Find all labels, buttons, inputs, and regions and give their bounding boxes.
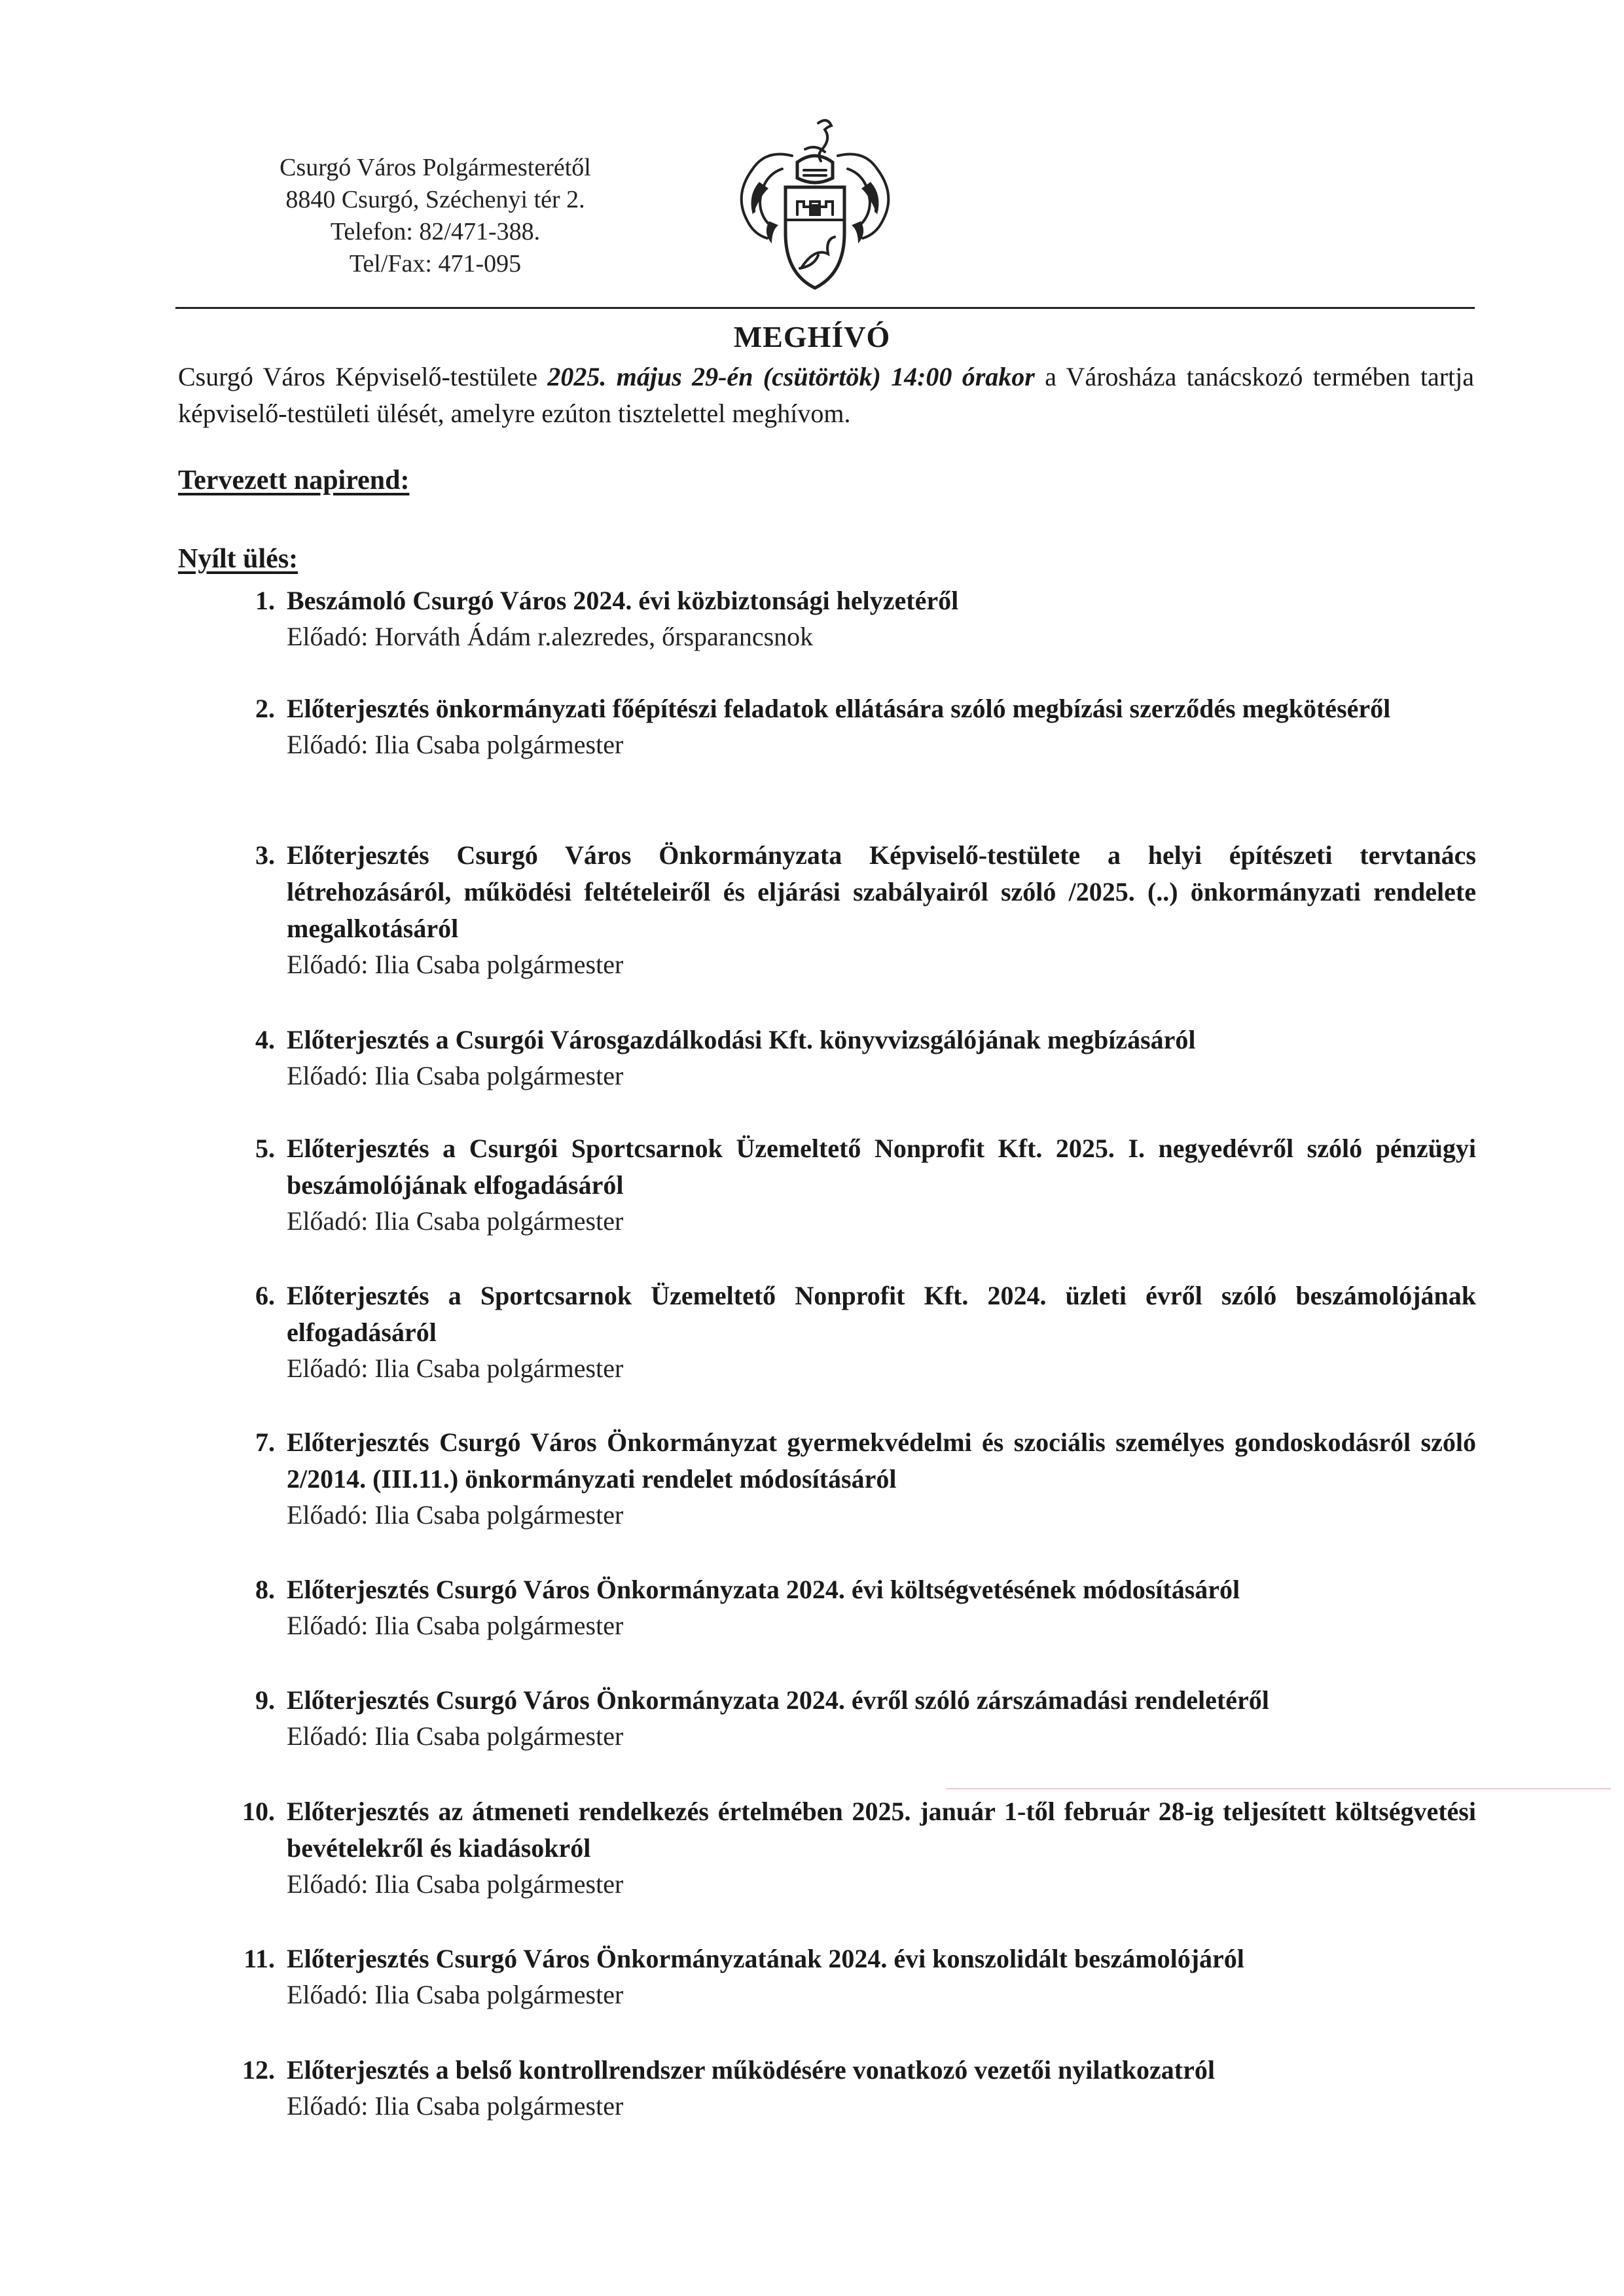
agenda-item-title: Előterjesztés Csurgó Város Önkormányzat gyermekvédelmi és szociális személyes gondoskodásról szóló 2/2014. (III.11.) önkormányzati rendelet módosításáról: [287, 1427, 1476, 1494]
meeting-datetime: 2025. május 29-én (csütörtök) 14:00 órakor: [547, 362, 1035, 391]
sender-fax: Tel/Fax: 471-095: [349, 250, 522, 278]
agenda-item-title: Előterjesztés Csurgó Város Önkormányzata 2024. évi költségvetésének módosításáról: [287, 1575, 1240, 1604]
agenda-item-number: 3.: [255, 840, 275, 870]
agenda-item-title: Előterjesztés a belső kontrollrendszer működésére vonatkozó vezetői nyilatkozatról: [287, 2055, 1215, 2085]
sender-block: [242, 152, 628, 280]
agenda-item-presenter: Előadó: Ilia Csaba polgármester: [287, 1611, 624, 1640]
agenda-item: [209, 2052, 1476, 2124]
intro-text-end: a Városháza tanácskozó termében tartja képviselő-testületi ülését, amelyre ezúton tisztelettel meghívom.: [178, 362, 1475, 428]
invitation-text: [178, 359, 1474, 432]
agenda-item-presenter: Előadó: Ilia Csaba polgármester: [287, 1869, 624, 1899]
agenda-item: [209, 1278, 1476, 1386]
agenda-item: [209, 1793, 1476, 1902]
sender-address: 8840 Csurgó, Széchenyi tér 2.: [285, 186, 585, 213]
agenda-item: [209, 1571, 1476, 1643]
agenda-item-presenter: Előadó: Ilia Csaba polgármester: [287, 1061, 624, 1090]
scan-artifact-line: [946, 1788, 1611, 1789]
agenda-item-number: 1.: [255, 586, 275, 615]
agenda-item: [209, 691, 1476, 762]
header-divider: [175, 307, 1475, 309]
agenda-item-presenter: Előadó: Ilia Csaba polgármester: [287, 1721, 624, 1751]
agenda-item: [209, 1941, 1476, 2013]
agenda-item: [209, 583, 1476, 655]
agenda-item: [209, 1130, 1476, 1239]
agenda-item-title: Előterjesztés önkormányzati főépítészi feladatok ellátására szóló megbízási szerződés megkötéséről: [287, 694, 1391, 723]
agenda-item-number: 9.: [255, 1685, 275, 1715]
coat-of-arms-icon: [720, 110, 910, 306]
sender-phone: Telefon: 82/471-388.: [330, 218, 541, 245]
sender-office: Csurgó Város Polgármesterétől: [280, 154, 591, 181]
document-title: MEGHÍVÓ: [733, 320, 891, 353]
agenda-item-title: Előterjesztés Csurgó Város Önkormányzata 2024. évről szóló zárszámadási rendeletéről: [287, 1685, 1269, 1715]
agenda-item-title: Előterjesztés a Sportcsarnok Üzemeltető Nonprofit Kft. 2024. üzleti évről szóló beszámolójának elfogadásáról: [287, 1281, 1476, 1347]
agenda-heading: Tervezett napirend:: [178, 465, 410, 495]
agenda-item-title: Előterjesztés Csurgó Város Önkormányzata Képviselő-testülete a helyi építészeti tervtanács létrehozásáról, működési feltételeiről és eljárási szabályairól szóló /2025. (..) önkormányzati rendelete megalkotásáról: [287, 840, 1476, 943]
agenda-item-presenter: Előadó: Ilia Csaba polgármester: [287, 1980, 624, 2009]
agenda-item-title: Előterjesztés a Csurgói Városgazdálkodási Kft. könyvvizsgálójának megbízásáról: [287, 1025, 1196, 1054]
agenda-item-presenter: Előadó: Horváth Ádám r.alezredes, őrsparancsnok: [287, 622, 814, 651]
agenda-item-presenter: Előadó: Ilia Csaba polgármester: [287, 1354, 624, 1383]
agenda-item-title: Előterjesztés az átmeneti rendelkezés értelmében 2025. január 1-től február 28-ig teljesített költségvetési bevételekről és kiadásokról: [287, 1797, 1476, 1863]
intro-text-start: Csurgó Város Képviselő-testülete: [178, 362, 548, 391]
agenda-item-number: 6.: [255, 1281, 275, 1310]
agenda-item-number: 8.: [255, 1575, 275, 1604]
agenda-item-title: Előterjesztés Csurgó Város Önkormányzatának 2024. évi konszolidált beszámolójáról: [287, 1944, 1244, 1973]
agenda-item-presenter: Előadó: Ilia Csaba polgármester: [287, 2091, 624, 2121]
agenda-item-number: 2.: [255, 694, 275, 723]
agenda-item-title: Beszámoló Csurgó Város 2024. évi közbiztonsági helyzetéről: [287, 586, 959, 615]
open-session-heading: Nyílt ülés:: [178, 544, 298, 574]
agenda-item-number: 5.: [255, 1134, 275, 1163]
agenda-item-presenter: Előadó: Ilia Csaba polgármester: [287, 950, 624, 979]
agenda-item-title: Előterjesztés a Csurgói Sportcsarnok Üzemeltető Nonprofit Kft. 2025. I. negyedévről szóló pénzügyi beszámolójának elfogadásáról: [287, 1134, 1476, 1200]
agenda-item-number: 4.: [255, 1025, 275, 1054]
agenda-item: [209, 1424, 1476, 1533]
agenda-item: [209, 1022, 1476, 1094]
agenda-item-number: 10.: [242, 1797, 275, 1826]
agenda-item-number: 12.: [242, 2055, 275, 2085]
agenda-item-presenter: Előadó: Ilia Csaba polgármester: [287, 730, 624, 759]
agenda-item: [209, 1682, 1476, 1754]
agenda-item: [209, 837, 1476, 982]
agenda-item-presenter: Előadó: Ilia Csaba polgármester: [287, 1206, 624, 1236]
agenda-item-number: 7.: [255, 1427, 275, 1457]
agenda-item-presenter: Előadó: Ilia Csaba polgármester: [287, 1500, 624, 1530]
agenda-item-number: 11.: [244, 1944, 275, 1973]
